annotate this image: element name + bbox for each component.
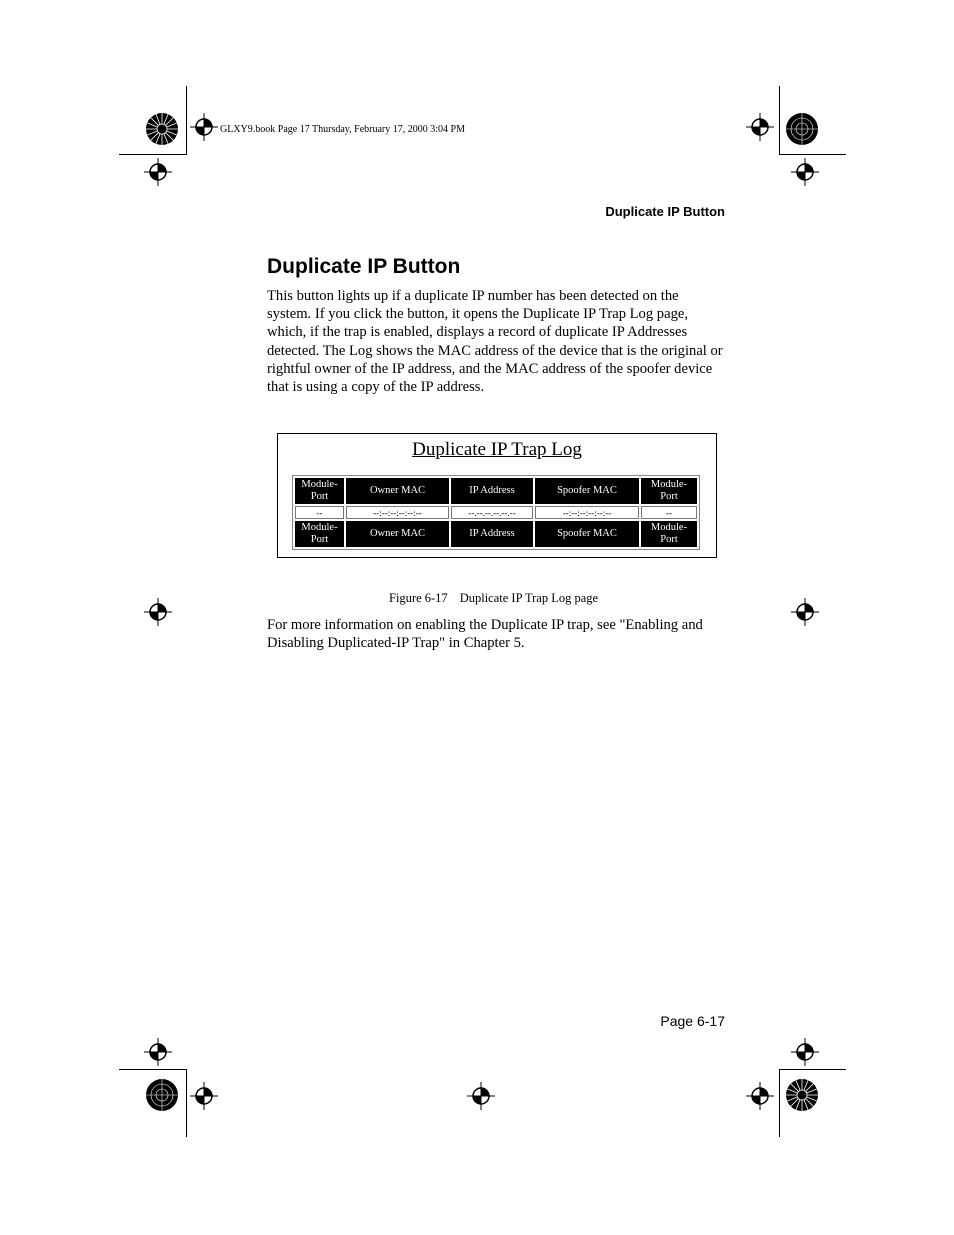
rosette-mark-icon xyxy=(145,112,179,146)
running-head: Duplicate IP Button xyxy=(605,204,725,219)
table-footer-row xyxy=(295,521,697,547)
crop-line xyxy=(779,86,780,154)
registration-mark-icon xyxy=(144,158,172,186)
column-footer-module-port: Module- Port xyxy=(641,521,697,547)
column-footer-spoofer-mac: Spoofer MAC xyxy=(535,521,639,547)
registration-mark-icon xyxy=(467,1082,495,1110)
figure-caption xyxy=(389,591,598,606)
column-footer-owner-mac: Owner MAC xyxy=(346,521,449,547)
registration-mark-icon xyxy=(190,113,218,141)
registration-mark-icon xyxy=(791,158,819,186)
registration-mark-icon xyxy=(746,113,774,141)
body-paragraph: For more information on enabling the Duplicate IP trap, see "Enabling and Disabling Duplicated-IP Trap" in Chapter 5. xyxy=(267,617,703,652)
registration-mark-icon xyxy=(791,1038,819,1066)
rosette-mark-icon xyxy=(145,1078,179,1112)
crop-line xyxy=(779,1069,780,1137)
column-footer-module-port: Module- Port xyxy=(295,521,344,547)
crop-line xyxy=(119,154,187,155)
column-header-ip-address: IP Address xyxy=(451,478,533,504)
table-cell: --:--:--:--:--:-- xyxy=(346,506,449,519)
column-header-module-port: Module- Port xyxy=(641,478,697,504)
table-row xyxy=(295,506,697,519)
page-number: Page 6-17 xyxy=(660,1013,725,1029)
figure-number: Figure 6-17 xyxy=(389,591,448,605)
table-cell: --.--.--.--.--.-- xyxy=(451,506,533,519)
column-header-owner-mac: Owner MAC xyxy=(346,478,449,504)
section-title: Duplicate IP Button xyxy=(267,255,461,278)
crop-line xyxy=(779,1069,846,1070)
registration-mark-icon xyxy=(144,598,172,626)
table-cell: -- xyxy=(295,506,344,519)
column-footer-ip-address: IP Address xyxy=(451,521,533,547)
body-paragraph: This button lights up if a duplicate IP number has been detected on the system. If you click the button, it opens the Duplicate IP Trap Log page, which, if the trap is enabled, displays a record of duplicate IP Addresses detected. The Log shows the MAC address of the device that is the original or rightful owner of the IP address, and the MAC address of the spoofer device that is using a copy of the IP address. xyxy=(267,288,723,396)
figure-caption-text: Duplicate IP Trap Log page xyxy=(459,591,599,605)
registration-mark-icon xyxy=(791,598,819,626)
trap-log-table xyxy=(292,475,700,550)
table-header-row xyxy=(295,478,697,504)
rosette-mark-icon xyxy=(785,112,819,146)
crop-line xyxy=(186,1069,187,1137)
crop-line xyxy=(119,1069,187,1070)
figure-screenshot xyxy=(277,433,717,558)
crop-line xyxy=(186,86,187,154)
column-header-spoofer-mac: Spoofer MAC xyxy=(535,478,639,504)
figure-title: Duplicate IP Trap Log xyxy=(412,439,582,460)
table-cell: -- xyxy=(641,506,697,519)
table-cell: --:--:--:--:--:-- xyxy=(535,506,639,519)
registration-mark-icon xyxy=(144,1038,172,1066)
registration-mark-icon xyxy=(190,1082,218,1110)
registration-mark-icon xyxy=(746,1082,774,1110)
crop-line xyxy=(779,154,846,155)
print-slug: GLXY9.book Page 17 Thursday, February 17, 2000 3:04 PM xyxy=(220,124,465,135)
rosette-mark-icon xyxy=(785,1078,819,1112)
column-header-module-port: Module- Port xyxy=(295,478,344,504)
